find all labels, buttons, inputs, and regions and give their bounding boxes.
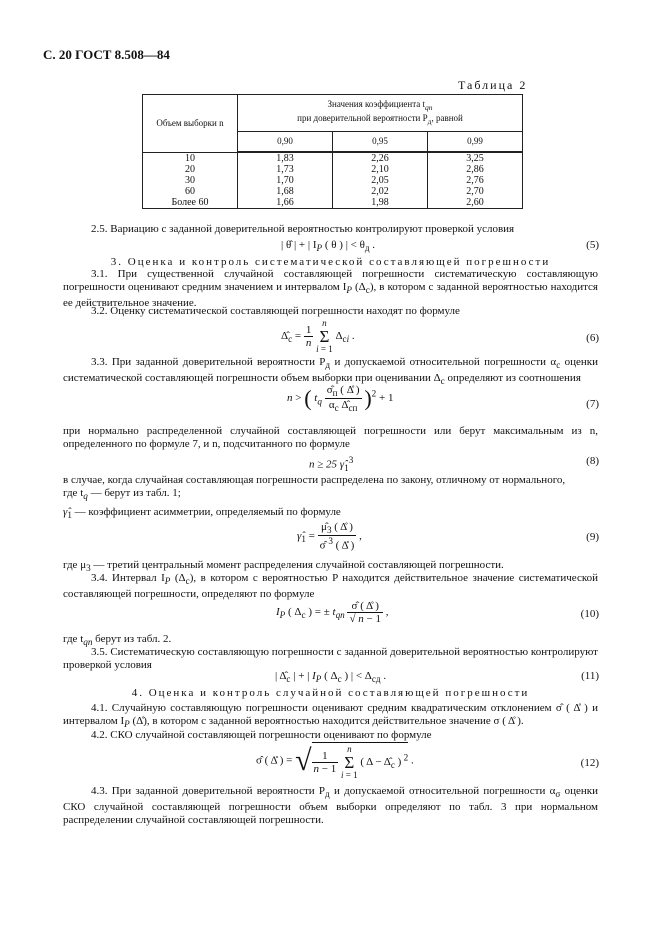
para-3-1: 3.1. При существенной случайной составляющей погрешности систематическую составляющую погрешности оценивают средним значением и интервалом $I_P$ $(\Delta_c)$, в котором с заданной вероятностью находится ее действительное значение.: [63, 268, 598, 310]
cell-value: 2,76: [428, 175, 523, 186]
cell-value: 1,66: [238, 197, 333, 209]
para-3-4: 3.4. Интервал $I_P$ $(\Delta_c)$, в котором с вероятностью P находится действительное значение систематической составляющей погрешности, определяют по формуле: [63, 572, 598, 601]
equation-7: n > ( $t_q$ $\frac{\sigmâ_п ( \Deltå )}{\alpha_c \Deltâ_{cп}}$ )$^2$ + 1: [287, 384, 394, 414]
para-4-2: 4.2. СКО случайной составляющей погрешности оценивают по формуле: [91, 729, 432, 741]
cell-value: 1,73: [238, 164, 333, 175]
equation-8: n ≥ 25 $\gammâ_1^3$: [309, 455, 354, 473]
equation-6: $\Deltâ_c$ = $\frac{1}{n}$ n Σ i = 1 $\Delta_{ci}$ .: [281, 318, 355, 354]
para-3-3-dist: в случае, когда случайная составляющая погрешности распределена по закону, отличному от нормального,: [63, 474, 566, 486]
cell-value: 2,26: [333, 152, 428, 164]
para-4-3: 4.3. При заданной доверительной вероятности $P_д$ и допускаемой относительной погрешности $\alpha_\sigma$ оценки СКО случайной составляющей погрешности объем выборки определяют по табл. 3 при нормальном распределении случайной составляющей погрешности.: [63, 785, 598, 827]
para-3-3-mu: где $\mu_3$ — третий центральный момент распределения случайной составляющей погрешности.: [63, 559, 504, 574]
cell-n: 20: [143, 164, 238, 175]
cell-value: 2,60: [428, 197, 523, 209]
para-4-1: 4.1. Случайную составляющую погрешности оценивают средним квадратическим отклонением σ̂ ( Δ̊ ) и интервалом $I_P$ (Δ̊), в котором с заданной вероятностью находится действительное значение σ ( Δ̊ ).: [63, 702, 598, 730]
cell-value: 2,86: [428, 164, 523, 175]
cell-value: 2,05: [333, 175, 428, 186]
cell-value: 1,83: [238, 152, 333, 164]
equation-5: | θ̂ | + | $I_P$ ( θ ) | < $\theta_д$ .: [281, 239, 376, 254]
cell-value: 3,25: [428, 152, 523, 164]
cell-n: 30: [143, 175, 238, 186]
eq-number-12: (12): [580, 757, 599, 769]
eq-number-7: (7): [586, 398, 599, 410]
para-3-3: 3.3. При заданной доверительной вероятности $P_д$ и допускаемой относительной погрешности $\alpha_c$ оценки систематической составляющей погрешности объем выборки при оценивании $\Delta_c$ определяют из соотношения: [63, 356, 598, 387]
para-3-3-cont: при нормально распределенной случайной составляющей погрешности или берут максимальным из n, определенного по формуле 7, и n, подсчитанного по формуле: [63, 425, 598, 450]
prob-header: 0,95: [333, 132, 428, 153]
eq-number-6: (6): [586, 332, 599, 344]
cell-value: 1,98: [333, 197, 428, 209]
equation-12: σ̂ ( Δ̊ ) = √ $\frac{1}{n - 1}$ n Σ i = 1 ( $\Delta - \Deltâ_c$ ) $^2$ .: [256, 744, 414, 780]
prob-header: 0,99: [428, 132, 523, 153]
page-header: С. 20 ГОСТ 8.508—84: [43, 47, 170, 62]
equation-11: | $\Deltâ_c$ | + | $I_P$ ( $\Delta_c$ ) | < $\Delta_{cд}$ .: [275, 670, 387, 685]
cell-value: 2,10: [333, 164, 428, 175]
cell-n: 10: [143, 152, 238, 164]
section-4-title: 4. Оценка и контроль случайной составляющей погрешности: [131, 687, 530, 699]
cell-n: 60: [143, 186, 238, 197]
equation-9: $\gammâ_1$ = $\frac{\mû_3 ( \Deltå )}{\sigmâ ^3 ( \Deltå )}$ ,: [297, 521, 362, 552]
col-header-sample-size: Объем выборки n: [143, 95, 238, 153]
eq-number-11: (11): [581, 670, 599, 682]
cell-value: 1,70: [238, 175, 333, 186]
section-3-title: 3. Оценка и контроль систематической составляющей погрешности: [110, 256, 551, 268]
eq-number-8: (8): [586, 455, 599, 467]
eq-number-5: (5): [586, 239, 599, 251]
para-3-3-tq: где $t_q$ — берут из табл. 1;: [63, 487, 181, 502]
equation-10: $I_P$ ( $\Delta_c$ ) = ± $t_{qn}$ $\frac{\sigmâ ( \Deltå )}{√ n - 1}$ ,: [276, 600, 389, 625]
col-header-coefficient: Значения коэффициента $t_{qn}$ при доверительной вероятности $P_д$, равной: [238, 95, 523, 132]
cell-value: 1,68: [238, 186, 333, 197]
cell-value: 2,02: [333, 186, 428, 197]
prob-header: 0,90: [238, 132, 333, 153]
para-2-5: 2.5. Вариацию с заданной доверительной вероятностью контролируют проверкой условия: [91, 223, 515, 235]
table-2: [142, 94, 523, 209]
para-3-4-tqn: где $t_{qn}$ берут из табл. 2.: [63, 633, 172, 648]
para-3-2: 3.2. Оценку систематической составляющей погрешности находят по формуле: [91, 305, 460, 317]
para-3-5: 3.5. Систематическую составляющую погрешности с заданной доверительной вероятностью контролируют проверкой условия: [63, 646, 598, 671]
cell-n: Более 60: [143, 197, 238, 209]
para-3-3-gamma: $\gammâ_1$ — коэффициент асимметрии, определяемый по формуле: [63, 506, 341, 521]
eq-number-9: (9): [586, 531, 599, 543]
cell-value: 2,70: [428, 186, 523, 197]
table-caption: Таблица 2: [458, 78, 528, 92]
eq-number-10: (10): [580, 608, 599, 620]
